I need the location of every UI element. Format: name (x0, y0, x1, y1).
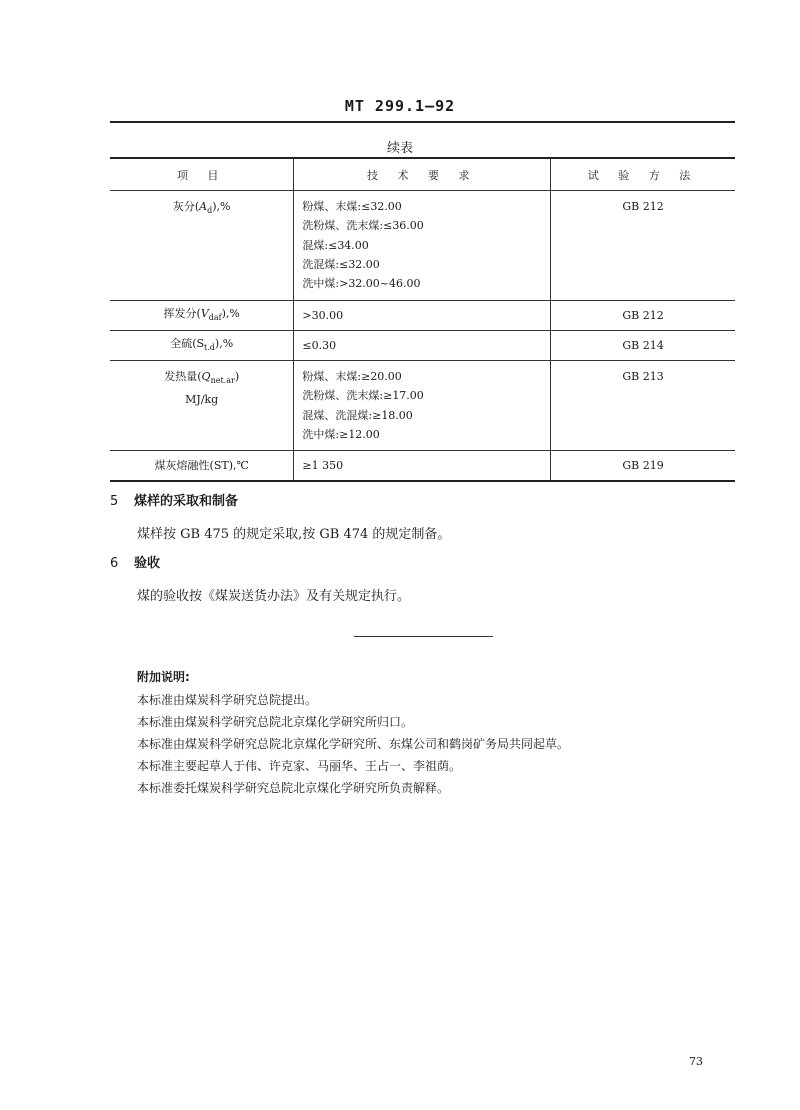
section-6-text: 煤的验收按《煤炭送货办法》及有关规定执行。 (137, 589, 411, 604)
requirement-cell (294, 451, 551, 481)
item-cell: 全硫$(S_{t.d}),\%$ (110, 331, 294, 361)
item-cell: 煤灰熔融性(ST),℃ (110, 451, 294, 481)
item-cell: 挥发分$(V_{daf}),\%$ (110, 301, 294, 331)
requirement-line: 粉煤、末煤:≤32.00 (302, 200, 402, 213)
table-caption: 续表 (386, 141, 413, 156)
requirement-line: 洗粉煤、洗末煤:≤36.00 (302, 219, 424, 233)
requirement-line: >30.00 (302, 308, 344, 322)
section-number: 5 (110, 494, 119, 509)
section-number: 6 (110, 556, 119, 571)
note-line: 本标准由煤炭科学研究总院北京煤化学研究所、东煤公司和鹤岗矿务局共同起草。 (137, 737, 570, 751)
method-cell: GB 214 (551, 331, 735, 361)
requirement-cell (294, 361, 551, 451)
method-cell: GB 212 (551, 191, 735, 301)
column-header-item: 项 目 (110, 158, 294, 191)
divider (354, 636, 493, 637)
section-5-heading (110, 490, 238, 509)
section-6-heading (110, 552, 160, 571)
requirement-cell (294, 191, 551, 301)
table-row (110, 191, 735, 301)
requirement-line: 粉煤、末煤:≥20.00 (302, 370, 402, 383)
item-cell: 灰分$(A_d),\%$ (110, 191, 294, 301)
column-header-method: 试 验 方 法 (551, 158, 735, 191)
note-line: 本标准由煤炭科学研究总院北京煤化学研究所归口。 (137, 715, 414, 729)
requirement-line: 洗混煤:≤32.00 (302, 257, 380, 271)
method-cell: GB 212 (551, 301, 735, 331)
requirement-line: 混煤:≤34.00 (302, 238, 369, 252)
standard-code: MT 299.1—92 (344, 97, 456, 115)
method-cell: GB 213 (551, 361, 735, 451)
page-number: 73 (689, 1055, 703, 1068)
requirement-line: ≤0.30 (302, 338, 337, 352)
requirement-line: ≥1 350 (302, 458, 344, 472)
header-rule (110, 121, 735, 123)
notes-title: 附加说明: (137, 670, 190, 684)
note-line: 本标准主要起草人于伟、许克家、马丽华、王占一、李祖荫。 (137, 759, 462, 773)
requirement-cell (294, 331, 551, 361)
requirement-line: 洗中煤:>32.00~46.00 (302, 277, 421, 291)
section-5-text: 煤样按 GB 475 的规定采取,按 GB 474 的规定制备。 (137, 527, 451, 542)
section-title: 验收 (134, 556, 161, 571)
spec-table (110, 157, 735, 482)
table-row (110, 361, 735, 451)
section-title: 煤样的采取和制备 (134, 494, 239, 509)
requirement-line: 洗粉煤、洗末煤:≥17.00 (302, 389, 424, 403)
item-cell: 发热量$(Q_{net.ar})$ MJ/kg (110, 361, 294, 451)
note-line: 本标准委托煤炭科学研究总院北京煤化学研究所负责解释。 (137, 781, 450, 795)
table-row (110, 331, 735, 361)
requirement-cell (294, 301, 551, 331)
table-row (110, 301, 735, 331)
requirement-line: 混煤、洗混煤:≥18.00 (302, 408, 413, 422)
table-row (110, 451, 735, 481)
column-header-requirement: 技 术 要 求 (294, 158, 551, 191)
item-unit: MJ/kg (185, 393, 219, 407)
table-header-row (110, 158, 735, 191)
requirement-line: 洗中煤:≥12.00 (302, 427, 380, 441)
method-cell: GB 219 (551, 451, 735, 481)
note-line: 本标准由煤炭科学研究总院提出。 (137, 693, 318, 707)
